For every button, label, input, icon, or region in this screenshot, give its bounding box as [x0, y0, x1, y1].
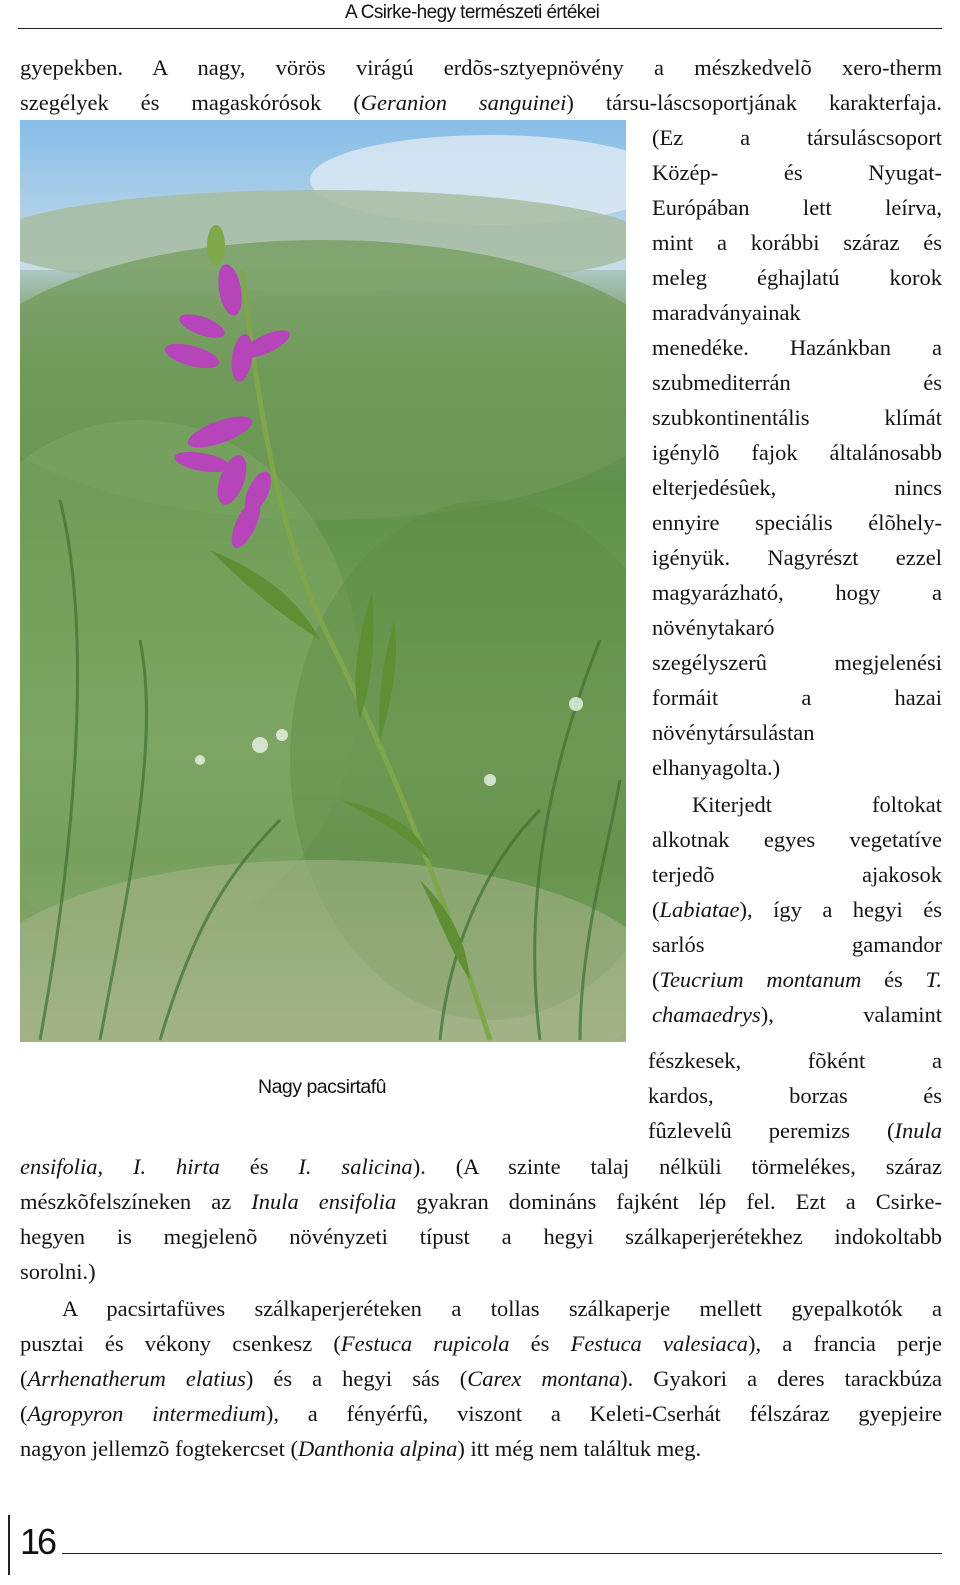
text-line: chamaedrys), valamint [652, 1002, 942, 1027]
page-footer [0, 1515, 960, 1585]
text-line: alkotnak egyes vegetatíve [652, 827, 942, 852]
text-line: mint a korábbi száraz és [652, 230, 942, 255]
text-line: igénylõ fajok általánosabb [652, 440, 942, 465]
text-line: A pacsirtafüves szálkaperjeréteken a tollas szálkaperje mellett gyepalkotók a [62, 1296, 942, 1321]
text-line: szubmediterrán és [652, 370, 942, 395]
text-line: pusztai és vékony csenkesz (Festuca rupicola és Festuca valesiaca), a francia perje [20, 1331, 942, 1356]
text-line: növénytársulástan [652, 720, 815, 745]
running-header [0, 2, 960, 24]
text-line: ensifolia, I. hirta és I. salicina). (A szinte talaj nélküli törmelékes, száraz [20, 1154, 942, 1179]
text-line: elterjedésûek, nincs [652, 475, 942, 500]
text-line: fészkesek, fõként a [648, 1048, 942, 1073]
figure-caption: Nagy pacsirtafû [258, 1076, 386, 1098]
text-line: (Arrhenatherum elatius) és a hegyi sás (Carex montana). Gyakori a deres tarackbúza [20, 1366, 943, 1391]
text-line: kardos, borzas és [648, 1083, 942, 1108]
plant-photo [20, 120, 626, 1042]
text-line: növénytakaró [652, 615, 775, 640]
text-line: magyarázható, hogy a [652, 580, 942, 605]
text-line: ennyire speciális élõhely- [652, 510, 942, 535]
text-line: nagyon jellemzõ fogtekercset (Danthonia alpina) itt még nem találtuk meg. [20, 1436, 702, 1461]
text-line: terjedõ ajakosok [652, 862, 942, 887]
text-line: igényük. Nagyrészt ezzel [652, 545, 942, 570]
text-line: sarlós gamandor [652, 932, 942, 957]
header-rule [18, 28, 942, 29]
text-line: (Ez a társuláscsoport [652, 125, 942, 150]
text-line: maradványainak [652, 300, 801, 325]
text-line: (Teucrium montanum és T. [652, 967, 942, 992]
text-line: hegyen is megjelenõ növényzeti típust a hegyi szálkaperjerétekhez indokoltabb [20, 1224, 942, 1249]
text-line: mészkõfelszíneken az Inula ensifolia gyakran domináns fajként lép fel. Ezt a Csirke- [20, 1189, 942, 1214]
text-line: menedéke. Hazánkban a [652, 335, 942, 360]
running-header-title: A Csirke-hegy természeti értékei [345, 2, 600, 23]
text-line: (Agropyron intermedium), a fényérfû, viszont a Keleti-Cserhát félszáraz gyepjeire [20, 1401, 942, 1426]
text-line: gyepekben. A nagy, vörös virágú erdõs-sztyepnövény a mészkedvelõ xero-therm [20, 55, 942, 80]
text-line: Közép- és Nyugat- [652, 160, 942, 185]
text-line: elhanyagolta.) [652, 755, 781, 780]
text-line: Kiterjedt foltokat [692, 792, 942, 817]
folio-bar [8, 1515, 10, 1575]
plant-illustration [20, 120, 626, 1042]
text-line: formáit a hazai [652, 685, 942, 710]
text-line: fûzlevelû peremizs (Inula [648, 1118, 942, 1143]
text-line: meleg éghajlatú korok [652, 265, 942, 290]
text-line: szegélyek és magaskórósok (Geranion sanguinei) társu-láscsoportjának karakterfaja. [20, 90, 943, 115]
text-line: szegélyszerû megjelenési [652, 650, 942, 675]
page-number: 16 [20, 1521, 55, 1562]
text-line: szubkontinentális klímát [652, 405, 942, 430]
text-line: sorolni.) [20, 1259, 96, 1284]
text-line: (Labiatae), így a hegyi és [652, 897, 942, 922]
footer-rule [62, 1553, 942, 1554]
text-line: Európában lett leírva, [652, 195, 942, 220]
